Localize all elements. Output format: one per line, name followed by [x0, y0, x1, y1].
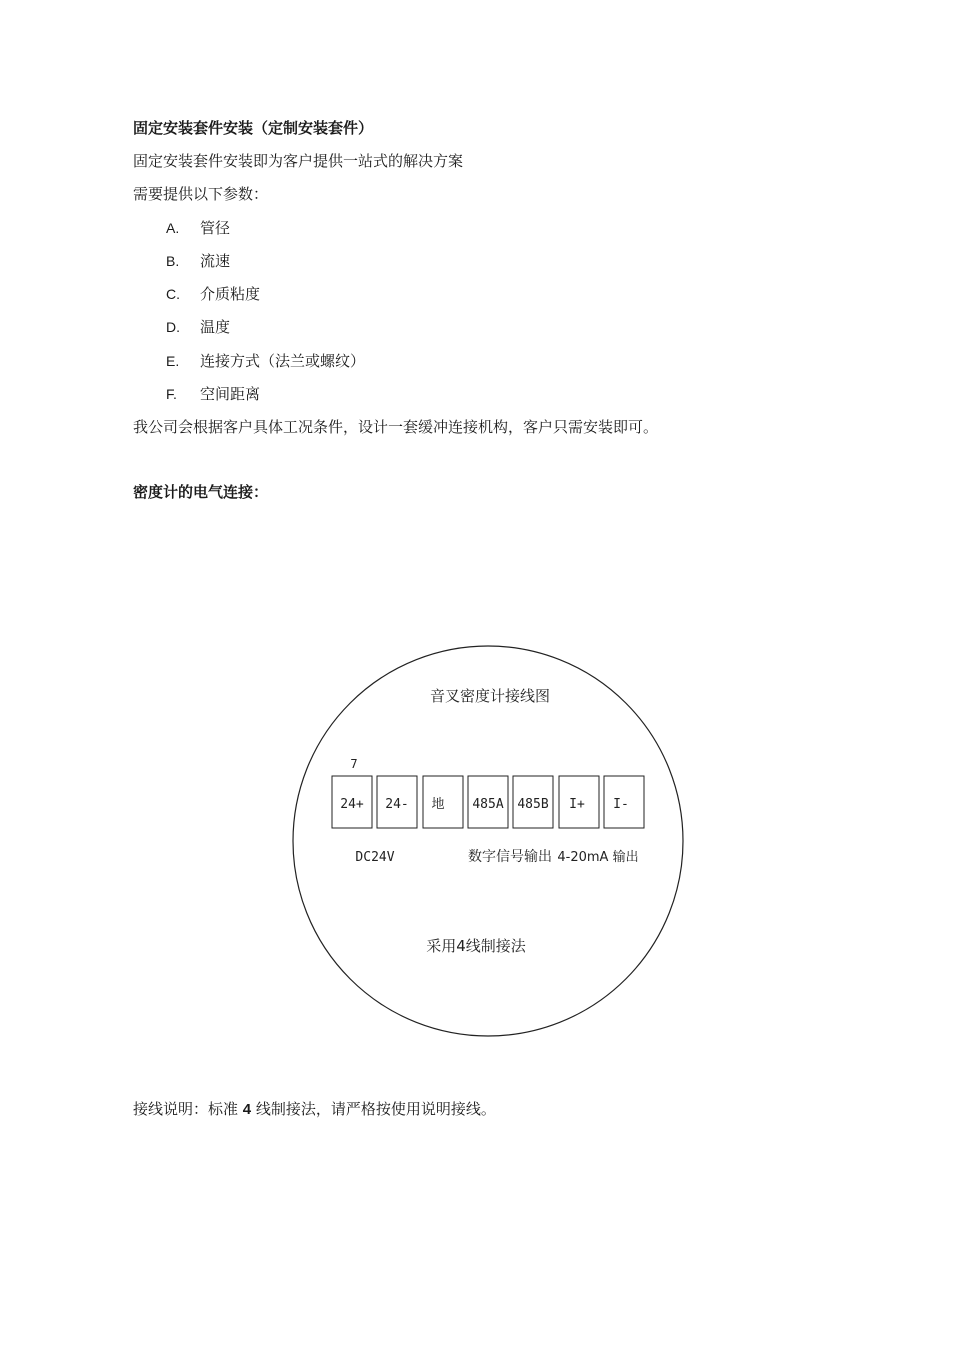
terminal [423, 776, 463, 828]
list-item-text: 温度 [200, 318, 231, 336]
list-item-letter: A. [166, 220, 180, 236]
wiring-note-number: 4 [242, 1101, 252, 1118]
wiring-note-suffix: 线制接法，请严格按使用说明接线。 [255, 1100, 496, 1118]
terminal [332, 776, 372, 828]
terminal-block [332, 776, 644, 828]
section-heading-electrical: 密度计的电气连接： [133, 483, 269, 501]
diagram-title: 音叉密度计接线图 [429, 687, 551, 705]
terminal-label: 地 [431, 797, 445, 812]
label-analog-output: 4-20mA 输出 [557, 850, 639, 865]
list-item-letter: E. [166, 353, 180, 369]
list-item-letter: D. [166, 319, 180, 335]
terminal-label: 24- [385, 797, 409, 812]
terminal-label: 485B [517, 797, 549, 812]
terminal-label: I+ [569, 797, 585, 812]
intro-text: 固定安装套件安装即为客户提供一站式的解决方案 [133, 152, 464, 170]
params-intro: 需要提供以下参数： [133, 185, 269, 203]
section-heading-install: 固定安装套件安装（定制安装套件） [133, 119, 374, 137]
wiring-note [133, 1099, 496, 1120]
list-item-text: 管径 [200, 219, 231, 237]
terminal [513, 776, 553, 828]
list-item-letter: B. [166, 253, 180, 269]
list-item-text: 空间距离 [200, 385, 261, 403]
list-item-text: 连接方式（法兰或螺纹） [200, 352, 366, 370]
terminal [377, 776, 417, 828]
list-item-text: 介质粘度 [200, 285, 261, 303]
wiring-note-prefix: 接线说明：标准 [133, 1100, 239, 1118]
terminal [559, 776, 599, 828]
label-digital-output: 数字信号输出 [468, 849, 552, 865]
terminal-label: 485A [472, 797, 504, 812]
terminal-label: I- [613, 797, 629, 812]
label-dc24v: DC24V [355, 850, 395, 865]
terminal [604, 776, 644, 828]
list-item-letter: C. [166, 286, 180, 302]
closing-text: 我公司会根据客户具体工况条件，设计一套缓冲连接机构，客户只需安装即可。 [133, 418, 659, 436]
list-item-text: 流速 [200, 252, 231, 270]
diagram-footer: 采用4线制接法 [426, 937, 526, 955]
terminal-label: 24+ [340, 797, 364, 812]
list-item-letter: F. [166, 386, 177, 402]
terminal-marker: 7 [350, 757, 358, 771]
terminal [468, 776, 508, 828]
